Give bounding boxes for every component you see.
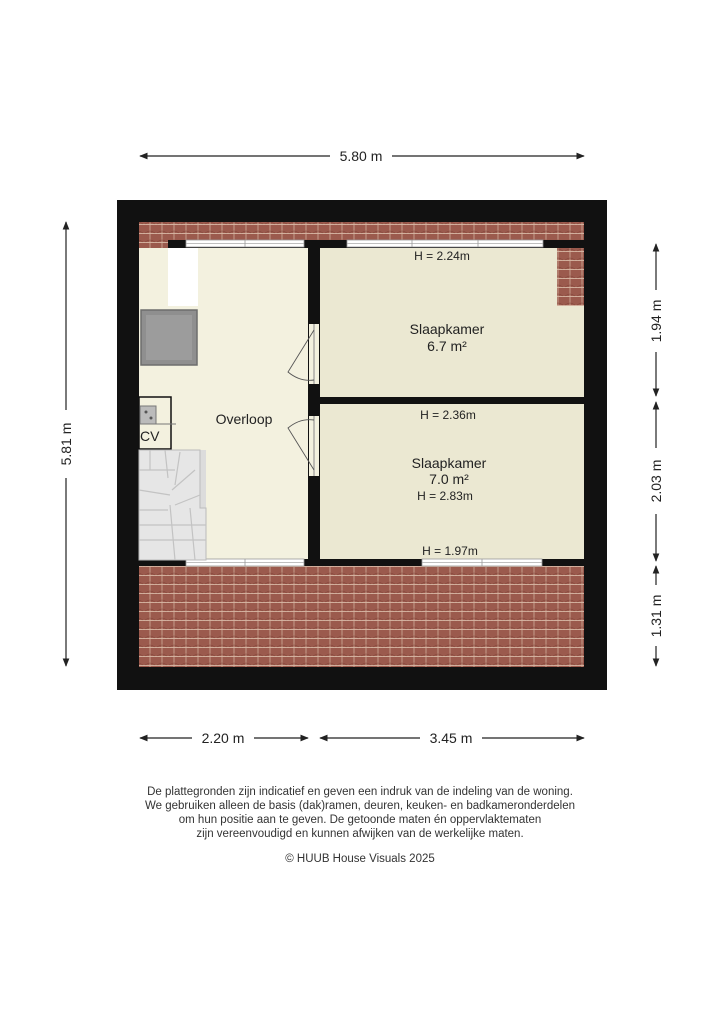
wall-between-bedrooms (320, 397, 584, 404)
wall-between-hall-rooms (308, 244, 320, 566)
cv-label: CV (140, 428, 160, 444)
dim-right-lower: 1.31 m (648, 594, 664, 638)
dim-bottom-left: 2.20 m (201, 730, 245, 746)
disclaimer (0, 785, 720, 841)
staircase (139, 450, 206, 560)
bedroom1-name: Slaapkamer (409, 321, 485, 337)
dim-bottom-right: 3.45 m (429, 730, 473, 746)
bedroom1-height: H = 2.24m (414, 249, 470, 263)
copyright: © HUUB House Visuals 2025 (285, 853, 435, 865)
dim-left-label: 5.81 m (58, 422, 74, 466)
roof-bottom (139, 566, 584, 667)
disclaimer-line: We gebruiken alleen de basis (dak)ramen, deuren, keuken- en badkameronderdelen (144, 800, 576, 812)
overloop-label: Overloop (215, 411, 273, 427)
dim-top-label: 5.80 m (339, 148, 383, 164)
windows-top (186, 240, 543, 247)
dim-right-middle: 2.03 m (648, 459, 664, 503)
bedroom2-height-mid: H = 2.83m (417, 489, 473, 503)
dim-right-upper: 1.94 m (648, 299, 664, 343)
bedroom2-height-bottom: H = 1.97m (422, 544, 478, 558)
disclaimer-line: zijn vereenvoudigd en kunnen afwijken van de werkelijke maten. (196, 828, 524, 840)
disclaimer-line: om hun positie aan te geven. De getoonde maten én oppervlaktematen (178, 814, 542, 826)
bedroom1-area: 6.7 m² (427, 338, 467, 354)
hallway-niche (168, 248, 198, 306)
bedroom2-area: 7.0 m² (429, 471, 469, 487)
bedroom2-height-top: H = 2.36m (420, 408, 476, 422)
bedroom1-roof-cut (557, 244, 584, 306)
disclaimer-line: De plattegronden zijn indicatief en geven een indruk van de indeling van de woning. (147, 786, 573, 798)
bedroom2-name: Slaapkamer (411, 455, 487, 471)
